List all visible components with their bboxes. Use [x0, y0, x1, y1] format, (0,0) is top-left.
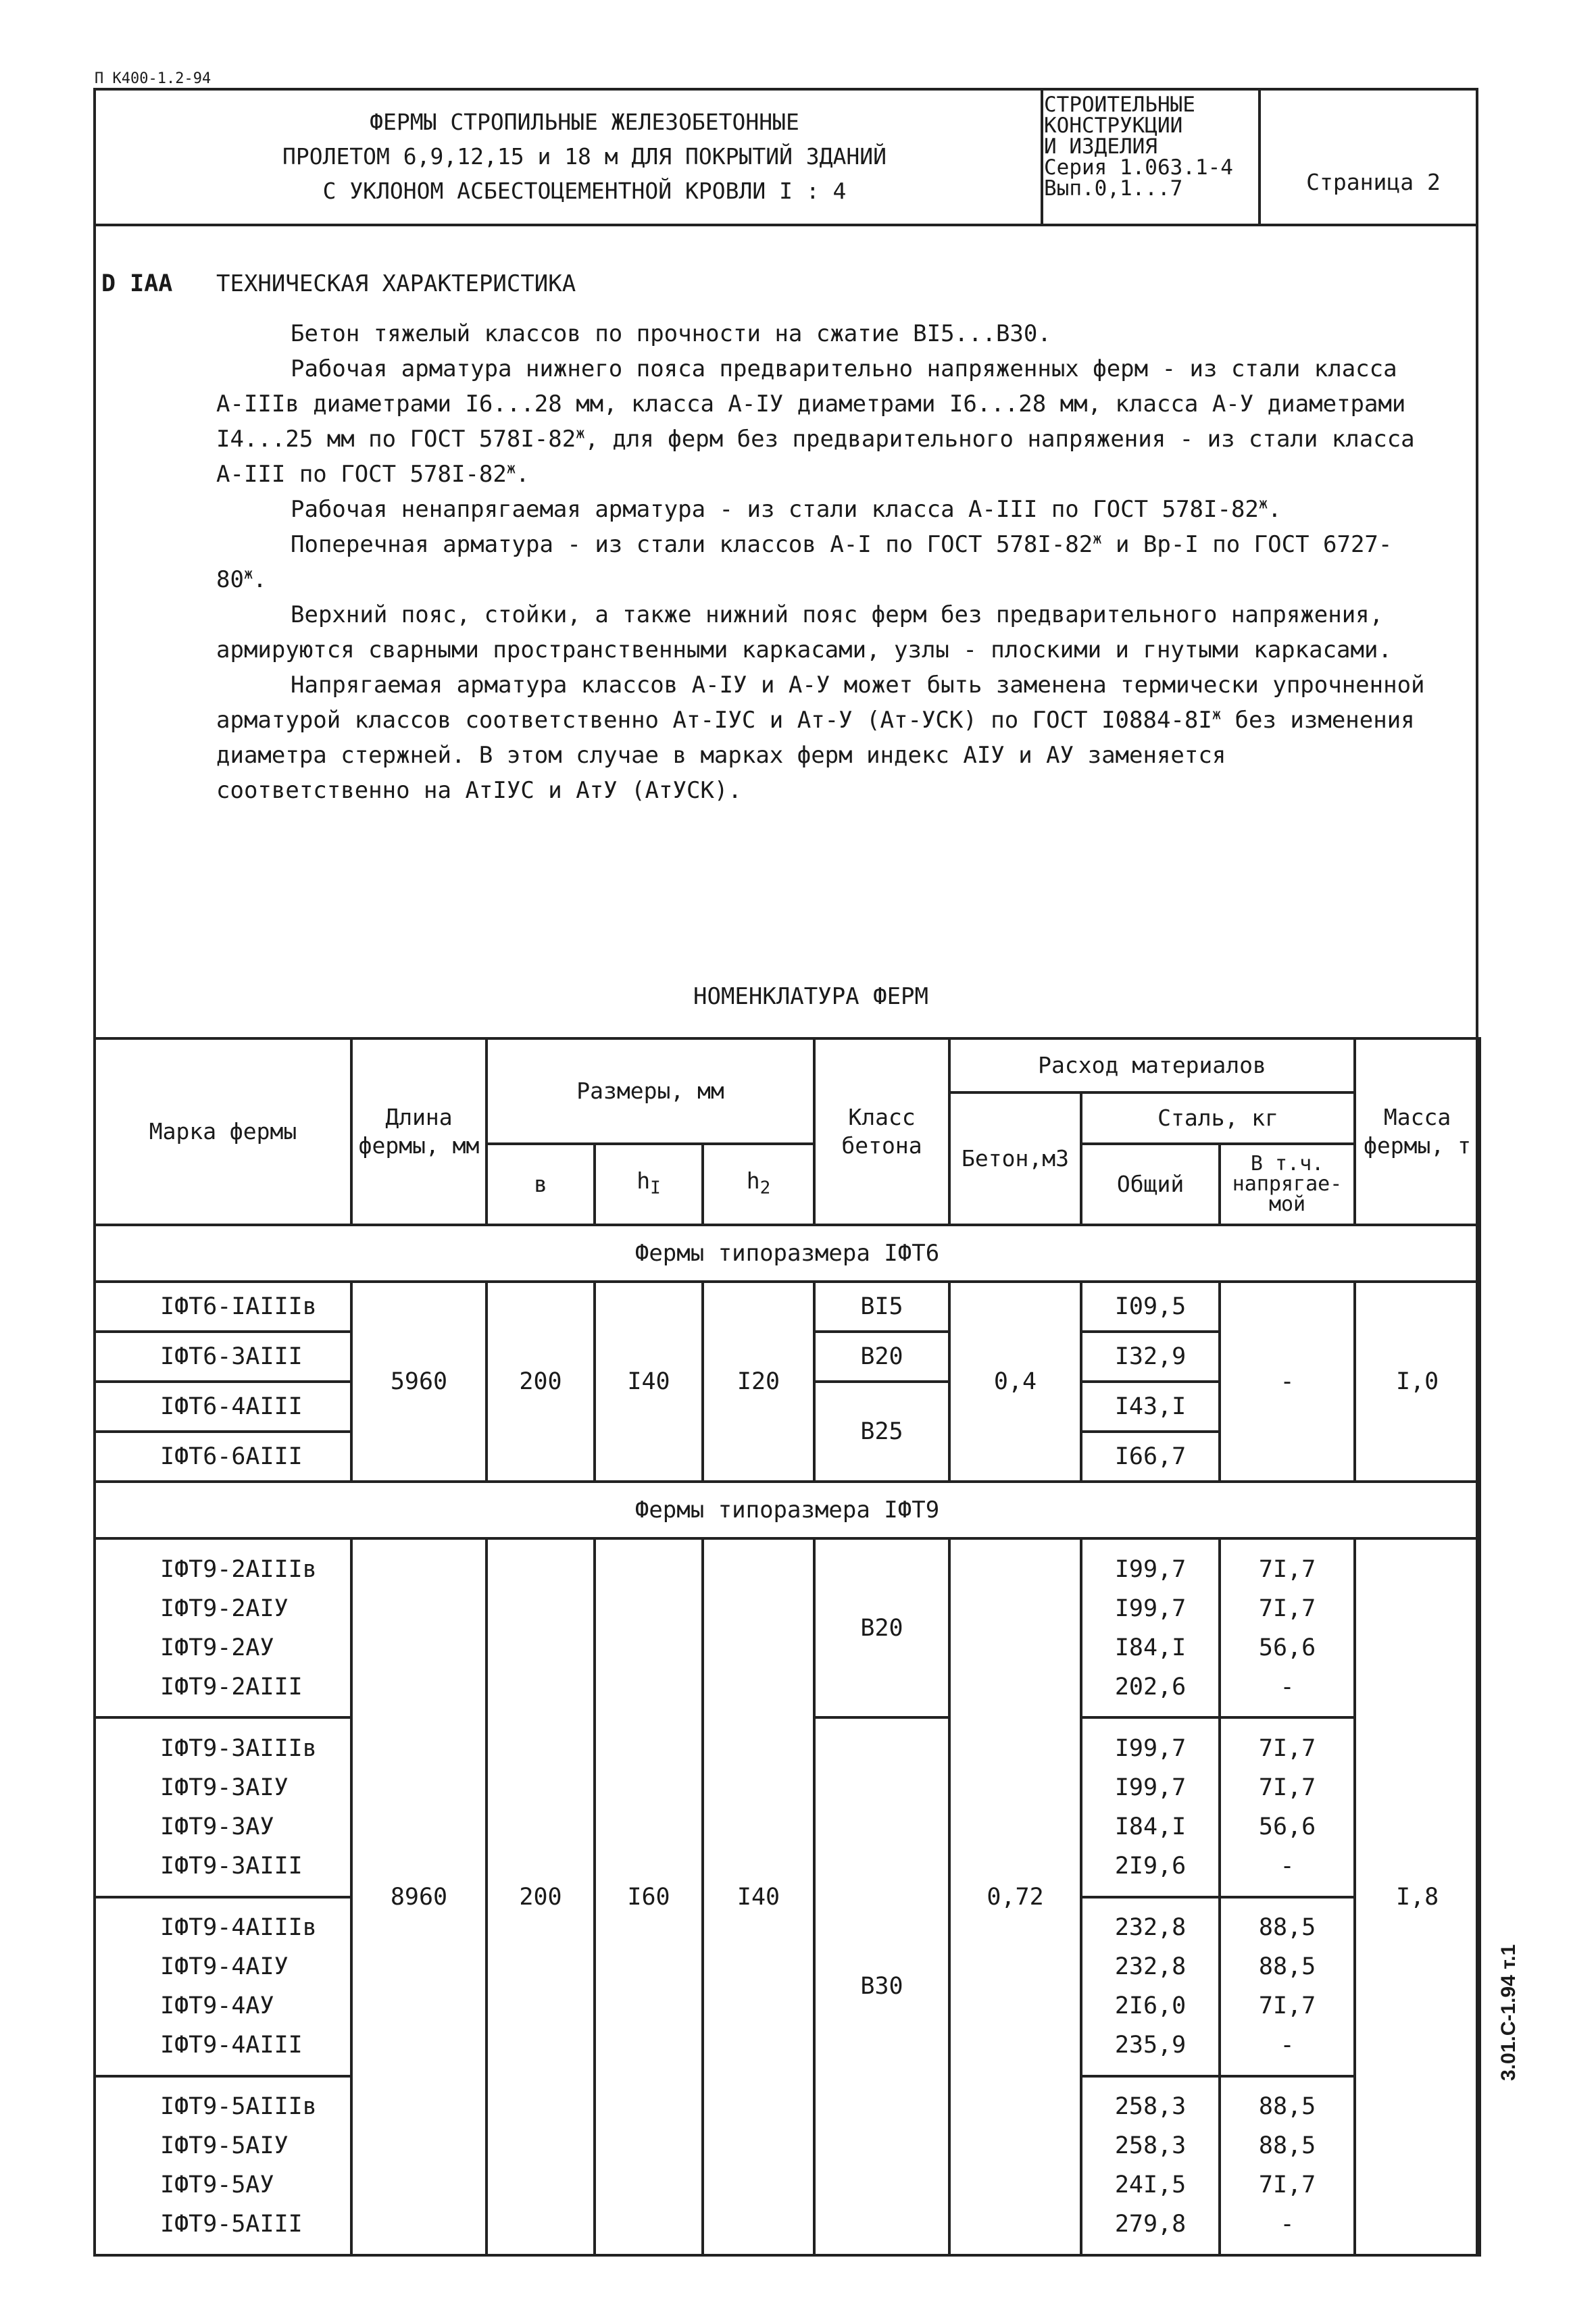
list-item: 7I,7 [1258, 1774, 1316, 1801]
list-item: 88,5 [1258, 2093, 1316, 2121]
ft9-group-4-prestressed [1220, 2076, 1355, 2255]
list-item: 24I,5 [1114, 2171, 1187, 2199]
ft9-group-1-total [1081, 1538, 1220, 1717]
header-steel: Сталь, кг [1081, 1092, 1355, 1144]
ft9-mass: I,8 [1355, 1538, 1480, 2255]
paragraph-prestressed-reinforcement: Рабочая арматура нижнего пояса предварительно напряженных ферм - из стали класса А-IIIв диаметрами I6...28 мм, класса А-IУ диаметрами I6...28 мм, класса А-У диаметрами I4...25 мм по ГОСТ $578I-82^ж$, для ферм без предварительного напряжения - из стали класса А-III по ГОСТ $578I-82^ж$. [216, 355, 1415, 488]
list-item: IФТ9-2АУ [160, 1634, 274, 1661]
paragraph-replacement: Напрягаемая арматура классов А-IУ и А-У может быть заменена термически упрочненной арматурой классов соответственно Ат-IУС и Ат-У (Ат-УСК) по ГОСТ $I0884-8I^ж$ без изменения диаметра стержней. В этом случае в марках ферм индекс АIУ и АУ заменяется соответственно на АтIУС и АтУ (АтУСК). [216, 672, 1425, 804]
ft9-length: 8960 [351, 1538, 487, 2255]
side-document-code: 3.01.С-1.94 т.1 [1497, 1944, 1520, 2081]
ft6-steel-3: I43,I [1081, 1382, 1220, 1432]
list-item: 232,8 [1114, 1914, 1187, 1942]
header-h1: $h_I$ [595, 1144, 703, 1225]
list-item: IФТ9-2АIIIв [160, 1555, 317, 1583]
list-item: - [1280, 2211, 1295, 2238]
list-item: I99,7 [1114, 1555, 1187, 1583]
mark-ft6-2: IФТ6-3АIII [95, 1332, 351, 1382]
section-title-ft6: Фермы типоразмера IФТ6 [95, 1225, 1480, 1282]
list-item: 7I,7 [1258, 1594, 1316, 1622]
list-item: I99,7 [1114, 1734, 1187, 1762]
list-item: 232,8 [1114, 1953, 1187, 1981]
list-item: 2I6,0 [1114, 1992, 1187, 2020]
ft9-group-2-total [1081, 1717, 1220, 1896]
paragraph-non-prestressed-reinforcement: Рабочая ненапрягаемая арматура - из стали класса А-III по ГОСТ $578I-82^ж$. [291, 495, 1282, 523]
ft6-class-2: B20 [814, 1332, 949, 1382]
list-item: IФТ9-5АIУ [160, 2132, 289, 2160]
list-item: IФТ9-5АIIIв [160, 2093, 317, 2121]
header-steel-total: Общий [1081, 1144, 1220, 1225]
ft9-group-1-marks [95, 1538, 351, 1717]
list-item: IФТ9-5АIII [160, 2211, 303, 2238]
series-line-5: Вып.0,1...7 [1044, 176, 1183, 201]
header-materials: Расход материалов [949, 1038, 1355, 1092]
ft6-length: 5960 [351, 1282, 487, 1482]
list-item: IФТ9-4АIII [160, 2032, 303, 2059]
list-item: 88,5 [1258, 2132, 1316, 2160]
list-item: 235,9 [1114, 2032, 1187, 2059]
list-item: I84,I [1114, 1813, 1187, 1840]
series-line-2: КОНСТРУКЦИИ [1044, 114, 1183, 138]
list-item: IФТ9-5АУ [160, 2171, 274, 2199]
list-item: 7I,7 [1258, 1734, 1316, 1762]
list-item: I84,I [1114, 1634, 1187, 1661]
header-title-line-3: С УКЛОНОМ АСБЕСТОЦЕМЕНТНОЙ КРОВЛИ I : 4 [322, 178, 847, 204]
header-title-line-2: ПРОЛЕТОМ 6,9,12,15 и 18 м ДЛЯ ПОКРЫТИЙ ЗДАНИЙ [282, 143, 887, 170]
ft6-h1: I40 [595, 1282, 703, 1482]
list-item: 56,6 [1258, 1813, 1316, 1840]
header-dimensions: Размеры, мм [487, 1038, 814, 1144]
ft6-mass: I,0 [1355, 1282, 1480, 1482]
list-item: 56,6 [1258, 1634, 1316, 1661]
section-title-ft9: Фермы типоразмера IФТ9 [95, 1482, 1480, 1538]
ft6-steel-4: I66,7 [1081, 1432, 1220, 1482]
list-item: IФТ9-4АIУ [160, 1953, 289, 1981]
list-item: 258,3 [1114, 2093, 1187, 2121]
ft9-group-3-prestressed [1220, 1897, 1355, 2076]
list-item: IФТ9-3АIIIв [160, 1734, 317, 1762]
list-item: 7I,7 [1258, 2171, 1316, 2199]
ft6-concrete: 0,4 [949, 1282, 1081, 1482]
header-title [135, 105, 1034, 208]
list-item: 202,6 [1114, 1673, 1187, 1701]
table-title: НОМЕНКЛАТУРА ФЕРМ [693, 983, 928, 1010]
list-item: 88,5 [1258, 1914, 1316, 1942]
header-steel-prestressed: В т.ч. напрягае-мой [1220, 1144, 1355, 1225]
list-item: 7I,7 [1258, 1555, 1316, 1583]
list-item: IФТ9-2АIII [160, 1673, 303, 1701]
series-line-4: Серия 1.063.1-4 [1044, 155, 1233, 180]
series-line-3: И ИЗДЕЛИЯ [1044, 134, 1157, 159]
list-item: IФТ9-4АУ [160, 1992, 274, 2020]
ft6-b: 200 [487, 1282, 595, 1482]
paragraph-concrete: Бетон тяжелый классов по прочности на сжатие BI5...B30. [291, 320, 1051, 347]
header-h2: $h_2$ [703, 1144, 814, 1225]
list-item: - [1280, 2032, 1295, 2059]
list-item: IФТ9-2АIУ [160, 1594, 289, 1622]
list-item: 7I,7 [1258, 1992, 1316, 2020]
page-number: Страница 2 [1306, 169, 1441, 195]
header-divider [93, 224, 1478, 226]
list-item: I99,7 [1114, 1594, 1187, 1622]
ft6-steel-2: I32,9 [1081, 1332, 1220, 1382]
list-item: IФТ9-3АIУ [160, 1774, 289, 1801]
list-item: IФТ9-4АIIIв [160, 1914, 317, 1942]
list-item: - [1280, 1673, 1295, 1701]
list-item: IФТ9-3АIII [160, 1852, 303, 1880]
ft9-class-b30: B30 [814, 1717, 949, 2255]
truss-nomenclature-table [93, 1037, 1481, 2257]
header-length: Длина фермы, мм [351, 1038, 487, 1225]
mark-ft6-1: IФТ6-IАIIIв [95, 1282, 351, 1332]
header-b: в [487, 1144, 595, 1225]
technical-description [216, 316, 1432, 808]
header-concrete-volume: Бетон,м3 [949, 1092, 1081, 1225]
ft9-h2: I40 [703, 1538, 814, 2255]
ft9-group-4-total [1081, 2076, 1220, 2255]
ft6-class-1: BI5 [814, 1282, 949, 1332]
paragraph-transverse-reinforcement: Поперечная арматура - из стали классов А-I по ГОСТ $578I-82^ж$ и Вр-I по ГОСТ $6727-80^ж$. [216, 530, 1393, 593]
ft9-group-2-prestressed [1220, 1717, 1355, 1896]
ft9-b: 200 [487, 1538, 595, 2255]
series-line-1: СТРОИТЕЛЬНЫЕ [1044, 93, 1195, 117]
ft6-steel-1: I09,5 [1081, 1282, 1220, 1332]
header-title-line-1: ФЕРМЫ СТРОПИЛЬНЫЕ ЖЕЛЕЗОБЕТОННЫЕ [370, 109, 799, 135]
mark-ft6-4: IФТ6-6АIII [95, 1432, 351, 1482]
header-mass: Масса фермы, т [1355, 1038, 1480, 1225]
list-item: IФТ9-3АУ [160, 1813, 274, 1840]
mark-ft6-3: IФТ6-4АIII [95, 1382, 351, 1432]
ft6-h2: I20 [703, 1282, 814, 1482]
document-code: П К400-1.2-94 [95, 70, 211, 87]
header-series-block [1044, 95, 1260, 199]
ft6-prestressed: - [1220, 1282, 1355, 1482]
ft6-class-3: B25 [814, 1382, 949, 1482]
list-item: - [1280, 1852, 1295, 1880]
list-item: 258,3 [1114, 2132, 1187, 2160]
list-item: I99,7 [1114, 1774, 1187, 1801]
section-code: D IAA [101, 270, 173, 297]
ft9-h1: I60 [595, 1538, 703, 2255]
ft9-group-4-marks [95, 2076, 351, 2255]
section-title: ТЕХНИЧЕСКАЯ ХАРАКТЕРИСТИКА [216, 270, 576, 297]
header-concrete-class: Класс бетона [814, 1038, 949, 1225]
ft9-group-1-prestressed [1220, 1538, 1355, 1717]
ft9-class-b20: B20 [814, 1538, 949, 1717]
paragraph-frames: Верхний пояс, стойки, а также нижний пояс ферм без предварительного напряжения, армируются сварными пространственными каркасами, узлы - плоскими и гнутыми каркасами. [216, 601, 1392, 663]
header-separator-1 [1041, 88, 1043, 225]
ft9-concrete: 0,72 [949, 1538, 1081, 2255]
list-item: 88,5 [1258, 1953, 1316, 1981]
ft9-group-3-marks [95, 1897, 351, 2076]
list-item: 2I9,6 [1114, 1852, 1187, 1880]
ft9-group-3-total [1081, 1897, 1220, 2076]
ft9-group-2-marks [95, 1717, 351, 1896]
header-mark: Марка фермы [95, 1038, 351, 1225]
list-item: 279,8 [1114, 2211, 1187, 2238]
